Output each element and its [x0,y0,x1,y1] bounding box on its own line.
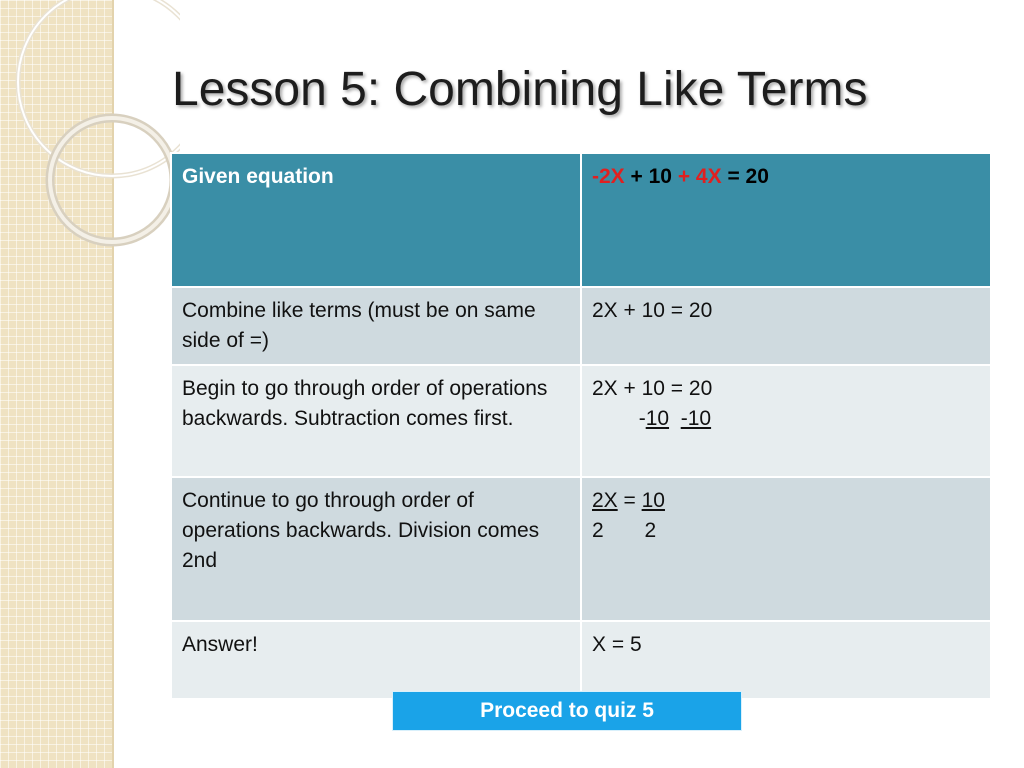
work-line [592,404,980,434]
decorative-rings [0,0,180,260]
step-work [581,477,991,621]
denominator-right: 2 [644,519,657,542]
table-header-row [171,153,991,287]
step-description: Combine like terms (must be on same side of =) [171,287,581,365]
table-row [171,287,991,365]
denominator-left: 2 [592,519,604,542]
equals-sign: = [617,489,642,512]
table-row [171,365,991,477]
equation-term-10: + 10 [624,165,678,188]
equation-result: = 20 [721,165,769,188]
numerator-left: 2X [592,489,618,512]
work-line: 2X + 10 = 20 [592,377,713,400]
step-description: Begin to go through order of operations backwards. Subtraction comes first. [171,365,581,477]
step-work: 2X + 10 = 20 [581,287,991,365]
step-description: Answer! [171,621,581,699]
proceed-to-quiz-label: Proceed to quiz 5 [480,699,654,722]
work-line [592,516,980,546]
step-work [581,365,991,477]
steps-table [170,152,992,700]
equation-term-neg2x: -2X [592,165,625,188]
work-line [592,486,980,516]
table-row [171,477,991,621]
minus-sign: - [638,407,646,430]
subtract-10-right: -10 [680,407,712,430]
step-work: X = 5 [581,621,991,699]
numerator-right: 10 [641,489,665,512]
proceed-to-quiz-button[interactable] [392,691,742,731]
subtract-10-left: 10 [645,407,670,430]
equation-term-4x: + 4X [677,165,722,188]
step-description: Continue to go through order of operations backwards. Division comes 2nd [171,477,581,621]
header-label: Given equation [171,153,581,287]
header-equation [581,153,991,287]
table-row [171,621,991,699]
slide-title: Lesson 5: Combining Like Terms [172,63,868,116]
